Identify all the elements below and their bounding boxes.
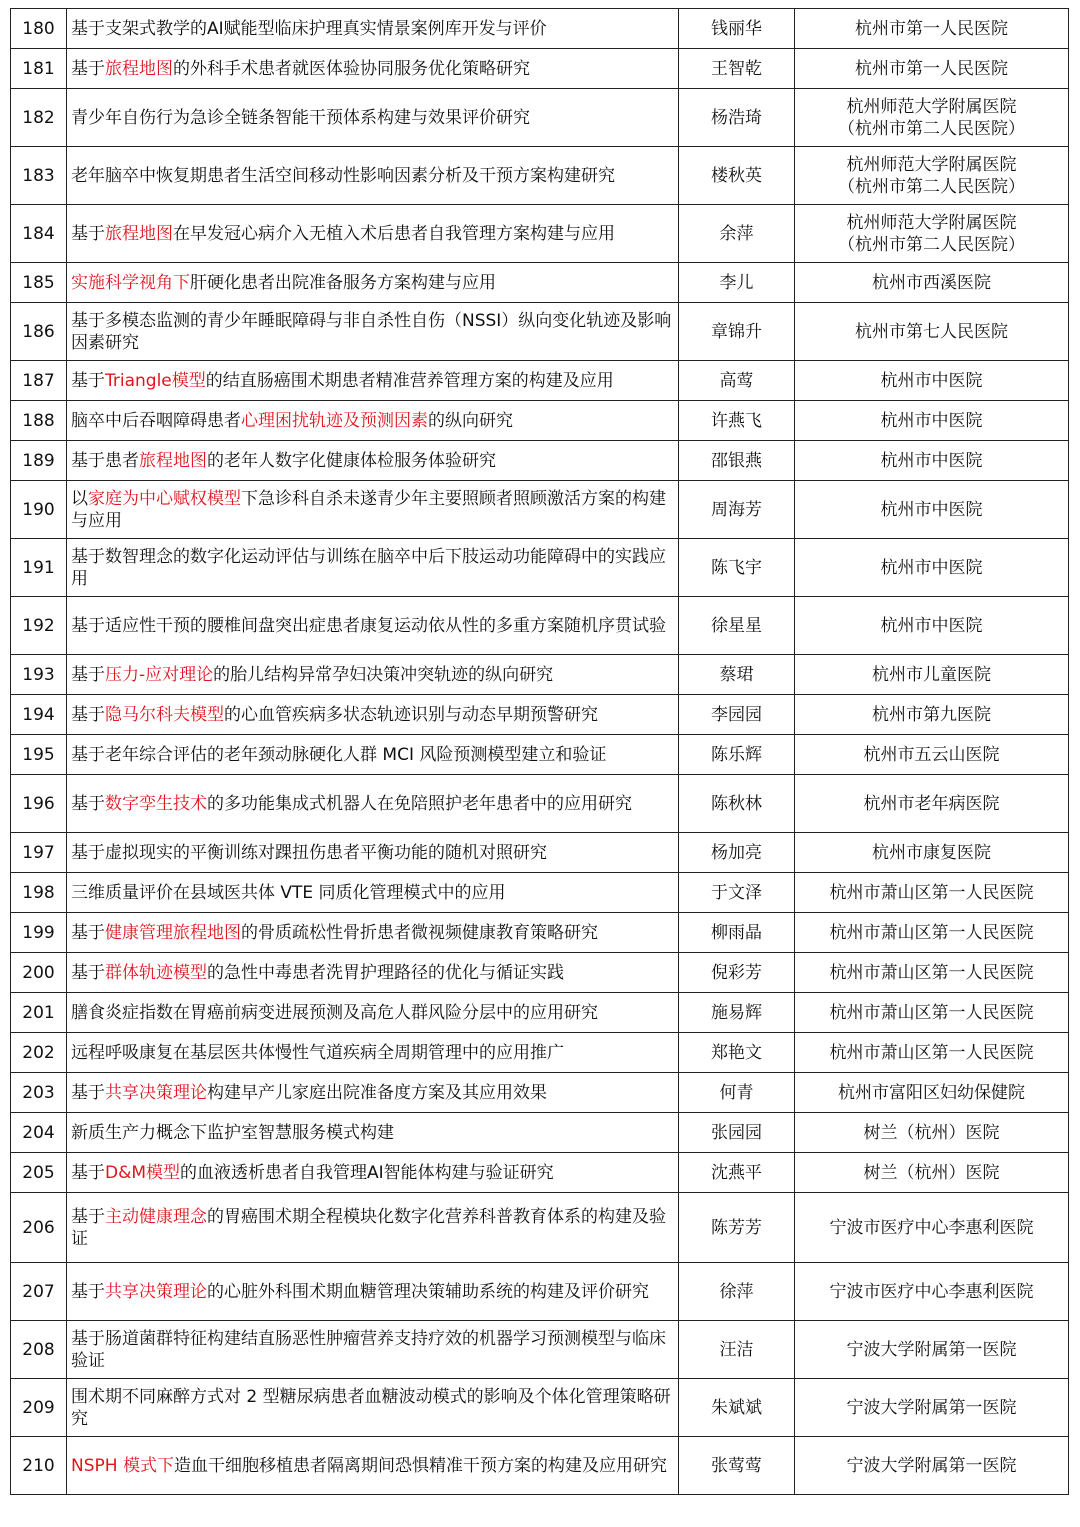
- project-table-body: [11, 9, 1069, 1495]
- table-row: [11, 1113, 1069, 1153]
- title-text: 在早发冠心病介入无植入术后患者自我管理方案构建与应用: [173, 223, 615, 244]
- table-row: [11, 833, 1069, 873]
- institution: [795, 205, 1069, 263]
- title-text: 基于: [71, 1162, 105, 1183]
- institution-line: 杭州市第一人民医院: [855, 58, 1008, 79]
- title-text: 的外科手术患者就医体验协同服务优化策略研究: [173, 58, 530, 79]
- row-number: 208: [11, 1321, 67, 1379]
- table-row: [11, 303, 1069, 361]
- table-row: [11, 1437, 1069, 1495]
- institution-line: （杭州市第二人民医院）: [838, 176, 1025, 197]
- title-highlight: 压力-应对理论: [105, 664, 214, 685]
- institution-line: 杭州市萧山区第一人民医院: [829, 1002, 1034, 1023]
- title-text: 膳食炎症指数在胃癌前病变进展预测及高危人群风险分层中的应用研究: [71, 1002, 598, 1023]
- row-number: 196: [11, 775, 67, 833]
- title-text: 基于虚拟现实的平衡训练对踝扭伤患者平衡功能的随机对照研究: [71, 842, 547, 863]
- row-number: 193: [11, 655, 67, 695]
- institution-line: 宁波市医疗中心李惠利医院: [829, 1281, 1034, 1302]
- title-highlight: 隐马尔科夫模型: [105, 704, 224, 725]
- table-row: [11, 1073, 1069, 1113]
- title-text: 老年脑卒中恢复期患者生活空间移动性影响因素分析及干预方案构建研究: [71, 165, 615, 186]
- project-leader: 徐萍: [679, 1263, 795, 1321]
- title-text: 基于支架式教学的AI赋能型临床护理真实情景案例库开发与评价: [71, 18, 547, 39]
- institution: [795, 1113, 1069, 1153]
- institution-line: 杭州市萧山区第一人民医院: [829, 962, 1034, 983]
- row-number: 194: [11, 695, 67, 735]
- table-row: [11, 1033, 1069, 1073]
- project-title: [67, 1073, 679, 1113]
- institution: [795, 695, 1069, 735]
- institution: [795, 1321, 1069, 1379]
- project-title: [67, 441, 679, 481]
- title-text: 的心脏外科围术期血糖管理决策辅助系统的构建及评价研究: [207, 1281, 649, 1302]
- title-text: 基于: [71, 1281, 105, 1302]
- title-text: 的心血管疾病多状态轨迹识别与动态早期预警研究: [224, 704, 598, 725]
- project-title: [67, 1113, 679, 1153]
- title-text: 基于多模态监测的青少年睡眠障碍与非自杀性自伤（NSSI）纵向变化轨迹及影响因素研究: [71, 310, 672, 353]
- table-row: [11, 913, 1069, 953]
- project-table: [10, 8, 1069, 1495]
- table-row: [11, 1263, 1069, 1321]
- table-row: [11, 655, 1069, 695]
- title-text: 基于: [71, 223, 105, 244]
- project-title: [67, 775, 679, 833]
- title-highlight: 健康管理旅程地图: [105, 922, 241, 943]
- institution: [795, 1033, 1069, 1073]
- project-title: [67, 205, 679, 263]
- table-row: [11, 401, 1069, 441]
- institution: [795, 833, 1069, 873]
- title-highlight: 数字孪生技术: [105, 793, 207, 814]
- table-row: [11, 205, 1069, 263]
- table-row: [11, 9, 1069, 49]
- institution-line: 杭州市中医院: [880, 450, 983, 471]
- title-text: 的骨质疏松性骨折患者微视频健康教育策略研究: [241, 922, 598, 943]
- title-text: 基于: [71, 704, 105, 725]
- institution-line: 杭州市康复医院: [872, 842, 991, 863]
- title-text: 造血干细胞移植患者隔离期间恐惧精准干预方案的构建及应用研究: [173, 1455, 667, 1476]
- institution-line: 杭州市中医院: [880, 557, 983, 578]
- title-text: 下急诊科自杀未遂青少年主要照顾者照顾激活方案的构建与应用: [71, 488, 666, 531]
- institution: [795, 401, 1069, 441]
- row-number: 195: [11, 735, 67, 775]
- institution-line: 杭州市中医院: [880, 615, 983, 636]
- table-row: [11, 441, 1069, 481]
- row-number: 189: [11, 441, 67, 481]
- institution: [795, 303, 1069, 361]
- title-text: 远程呼吸康复在基层医共体慢性气道疾病全周期管理中的应用推广: [71, 1042, 564, 1063]
- institution: [795, 89, 1069, 147]
- title-text: 基于肠道菌群特征构建结直肠恶性肿瘤营养支持疗效的机器学习预测模型与临床验证: [71, 1328, 666, 1371]
- table-row: [11, 953, 1069, 993]
- title-text: 的胎儿结构异常孕妇决策冲突轨迹的纵向研究: [213, 664, 554, 685]
- project-leader: 钱丽华: [679, 9, 795, 49]
- row-number: 210: [11, 1437, 67, 1495]
- institution: [795, 873, 1069, 913]
- table-row: [11, 481, 1069, 539]
- project-leader: 柳雨晶: [679, 913, 795, 953]
- institution: [795, 1437, 1069, 1495]
- institution: [795, 1073, 1069, 1113]
- row-number: 199: [11, 913, 67, 953]
- row-number: 187: [11, 361, 67, 401]
- title-text: 基于患者: [71, 450, 139, 471]
- project-leader: 王智乾: [679, 49, 795, 89]
- project-title: [67, 303, 679, 361]
- institution: [795, 361, 1069, 401]
- row-number: 204: [11, 1113, 67, 1153]
- project-title: [67, 49, 679, 89]
- institution: [795, 735, 1069, 775]
- project-title: [67, 913, 679, 953]
- title-text: 三维质量评价在县域医共体 VTE 同质化管理模式中的应用: [71, 882, 506, 903]
- institution-line: 杭州师范大学附属医院: [846, 96, 1017, 117]
- row-number: 200: [11, 953, 67, 993]
- project-leader: 周海芳: [679, 481, 795, 539]
- institution-line: 宁波市医疗中心李惠利医院: [829, 1217, 1034, 1238]
- title-text: 围术期不同麻醉方式对 2 型糖尿病患者血糖波动模式的影响及个体化管理策略研究: [71, 1386, 671, 1429]
- row-number: 185: [11, 263, 67, 303]
- project-title: [67, 361, 679, 401]
- title-text: 的急性中毒患者洗胃护理路径的优化与循证实践: [207, 962, 564, 983]
- row-number: 209: [11, 1379, 67, 1437]
- institution-line: 宁波大学附属第一医院: [846, 1455, 1017, 1476]
- project-leader: 徐星星: [679, 597, 795, 655]
- title-text: 基于: [71, 664, 105, 685]
- row-number: 201: [11, 993, 67, 1033]
- institution: [795, 1193, 1069, 1263]
- institution: [795, 1379, 1069, 1437]
- institution: [795, 1263, 1069, 1321]
- institution: [795, 913, 1069, 953]
- project-title: [67, 1033, 679, 1073]
- title-highlight: NSPH 模式下: [71, 1455, 174, 1476]
- title-text: 基于: [71, 1082, 105, 1103]
- table-row: [11, 49, 1069, 89]
- project-leader: 倪彩芳: [679, 953, 795, 993]
- institution: [795, 147, 1069, 205]
- project-leader: 汪洁: [679, 1321, 795, 1379]
- title-text: 基于老年综合评估的老年颈动脉硬化人群 MCI 风险预测模型建立和验证: [71, 744, 607, 765]
- project-title: [67, 873, 679, 913]
- table-row: [11, 993, 1069, 1033]
- title-highlight: 旅程地图: [105, 58, 173, 79]
- title-highlight: Triangle模型: [105, 370, 206, 391]
- row-number: 182: [11, 89, 67, 147]
- title-highlight: 心理困扰轨迹及预测因素: [241, 410, 428, 431]
- project-leader: 陈芳芳: [679, 1193, 795, 1263]
- title-text: 脑卒中后吞咽障碍患者: [71, 410, 241, 431]
- institution-line: 杭州市中医院: [880, 410, 983, 431]
- title-text: 基于: [71, 922, 105, 943]
- title-highlight: 共享决策理论: [105, 1082, 207, 1103]
- institution-line: 杭州市第一人民医院: [855, 18, 1008, 39]
- project-leader: 杨浩琦: [679, 89, 795, 147]
- row-number: 188: [11, 401, 67, 441]
- institution-line: 杭州市中医院: [880, 370, 983, 391]
- row-number: 180: [11, 9, 67, 49]
- project-title: [67, 89, 679, 147]
- project-title: [67, 1321, 679, 1379]
- title-text: 基于: [71, 962, 105, 983]
- institution-line: 杭州市萧山区第一人民医院: [829, 882, 1034, 903]
- project-leader: 楼秋英: [679, 147, 795, 205]
- title-text: 的老年人数字化健康体检服务体验研究: [207, 450, 496, 471]
- project-leader: 李儿: [679, 263, 795, 303]
- project-leader: 高莺: [679, 361, 795, 401]
- row-number: 186: [11, 303, 67, 361]
- project-title: [67, 1379, 679, 1437]
- project-leader: 朱斌斌: [679, 1379, 795, 1437]
- title-text: 肝硬化患者出院准备服务方案构建与应用: [190, 272, 496, 293]
- project-leader: 张园园: [679, 1113, 795, 1153]
- institution-line: （杭州市第二人民医院）: [838, 234, 1025, 255]
- institution-line: 杭州市萧山区第一人民医院: [829, 1042, 1034, 1063]
- institution: [795, 9, 1069, 49]
- institution-line: 杭州市富阳区妇幼保健院: [838, 1082, 1025, 1103]
- institution: [795, 993, 1069, 1033]
- row-number: 206: [11, 1193, 67, 1263]
- title-text: 基于: [71, 793, 105, 814]
- project-leader: 沈燕平: [679, 1153, 795, 1193]
- project-title: [67, 833, 679, 873]
- institution-line: 宁波大学附属第一医院: [846, 1397, 1017, 1418]
- institution: [795, 481, 1069, 539]
- project-leader: 余萍: [679, 205, 795, 263]
- institution: [795, 775, 1069, 833]
- project-leader: 陈乐辉: [679, 735, 795, 775]
- title-text: 基于: [71, 58, 105, 79]
- project-leader: 张莺莺: [679, 1437, 795, 1495]
- institution-line: 杭州市老年病医院: [863, 793, 1000, 814]
- title-text: 基于: [71, 1206, 105, 1227]
- row-number: 202: [11, 1033, 67, 1073]
- title-text: 新质生产力概念下监护室智慧服务模式构建: [71, 1122, 394, 1143]
- institution-line: 树兰（杭州）医院: [863, 1122, 1000, 1143]
- institution-line: 宁波大学附属第一医院: [846, 1339, 1017, 1360]
- project-title: [67, 597, 679, 655]
- title-text: 的胃癌围术期全程模块化数字化营养科普教育体系的构建及验证: [71, 1206, 666, 1249]
- project-title: [67, 1153, 679, 1193]
- project-leader: 李园园: [679, 695, 795, 735]
- institution-line: 杭州市西溪医院: [872, 272, 991, 293]
- project-title: [67, 263, 679, 303]
- title-text: 的纵向研究: [428, 410, 513, 431]
- project-title: [67, 539, 679, 597]
- project-title: [67, 1263, 679, 1321]
- institution-line: 杭州市第九医院: [872, 704, 991, 725]
- title-highlight: 家庭为中心赋权模型: [88, 488, 241, 509]
- table-row: [11, 735, 1069, 775]
- table-row: [11, 775, 1069, 833]
- row-number: 183: [11, 147, 67, 205]
- table-row: [11, 89, 1069, 147]
- row-number: 203: [11, 1073, 67, 1113]
- title-text: 构建早产儿家庭出院准备度方案及其应用效果: [207, 1082, 547, 1103]
- project-title: [67, 735, 679, 775]
- institution-line: 杭州市儿童医院: [872, 664, 991, 685]
- table-row: [11, 1193, 1069, 1263]
- row-number: 192: [11, 597, 67, 655]
- project-leader: 施易辉: [679, 993, 795, 1033]
- institution: [795, 597, 1069, 655]
- table-row: [11, 539, 1069, 597]
- title-text: 以: [71, 488, 88, 509]
- title-text: 的结直肠癌围术期患者精准营养管理方案的构建及应用: [205, 370, 614, 391]
- institution-line: 杭州市第七人民医院: [855, 321, 1008, 342]
- institution: [795, 49, 1069, 89]
- table-row: [11, 597, 1069, 655]
- project-title: [67, 695, 679, 735]
- title-highlight: 旅程地图: [105, 223, 173, 244]
- institution-line: 杭州市五云山医院: [863, 744, 1000, 765]
- project-title: [67, 1437, 679, 1495]
- project-leader: 杨加亮: [679, 833, 795, 873]
- institution-line: （杭州市第二人民医院）: [838, 118, 1025, 139]
- project-leader: 邵银燕: [679, 441, 795, 481]
- title-text: 青少年自伤行为急诊全链条智能干预体系构建与效果评价研究: [71, 107, 530, 128]
- title-text: 的血液透析患者自我管理AI智能体构建与验证研究: [180, 1162, 554, 1183]
- table-row: [11, 147, 1069, 205]
- institution-line: 杭州师范大学附属医院: [846, 212, 1017, 233]
- title-highlight: 群体轨迹模型: [105, 962, 207, 983]
- project-leader: 许燕飞: [679, 401, 795, 441]
- row-number: 181: [11, 49, 67, 89]
- row-number: 191: [11, 539, 67, 597]
- institution-line: 树兰（杭州）医院: [863, 1162, 1000, 1183]
- project-title: [67, 481, 679, 539]
- row-number: 184: [11, 205, 67, 263]
- title-highlight: 实施科学视角下: [71, 272, 190, 293]
- project-leader: 蔡珺: [679, 655, 795, 695]
- table-row: [11, 1379, 1069, 1437]
- title-highlight: 旅程地图: [139, 450, 207, 471]
- row-number: 207: [11, 1263, 67, 1321]
- title-text: 基于适应性干预的腰椎间盘突出症患者康复运动依从性的多重方案随机序贯试验: [71, 615, 666, 636]
- project-title: [67, 953, 679, 993]
- institution: [795, 263, 1069, 303]
- project-title: [67, 9, 679, 49]
- table-row: [11, 361, 1069, 401]
- row-number: 205: [11, 1153, 67, 1193]
- project-leader: 于文泽: [679, 873, 795, 913]
- institution: [795, 655, 1069, 695]
- title-highlight: 主动健康理念: [105, 1206, 207, 1227]
- title-highlight: 共享决策理论: [105, 1281, 207, 1302]
- institution-line: 杭州市萧山区第一人民医院: [829, 922, 1034, 943]
- project-title: [67, 993, 679, 1033]
- project-title: [67, 147, 679, 205]
- table-row: [11, 263, 1069, 303]
- table-row: [11, 1321, 1069, 1379]
- table-row: [11, 1153, 1069, 1193]
- row-number: 198: [11, 873, 67, 913]
- title-text: 基于数智理念的数字化运动评估与训练在脑卒中后下肢运动功能障碍中的实践应用: [71, 546, 666, 589]
- row-number: 197: [11, 833, 67, 873]
- institution: [795, 441, 1069, 481]
- project-leader: 郑艳文: [679, 1033, 795, 1073]
- project-title: [67, 401, 679, 441]
- table-row: [11, 695, 1069, 735]
- institution-line: 杭州师范大学附属医院: [846, 154, 1017, 175]
- project-leader: 章锦升: [679, 303, 795, 361]
- project-title: [67, 655, 679, 695]
- title-text: 的多功能集成式机器人在免陪照护老年患者中的应用研究: [207, 793, 632, 814]
- title-highlight: D&M模型: [105, 1162, 181, 1183]
- row-number: 190: [11, 481, 67, 539]
- project-leader: 何青: [679, 1073, 795, 1113]
- project-leader: 陈飞宇: [679, 539, 795, 597]
- institution-line: 杭州市中医院: [880, 499, 983, 520]
- project-leader: 陈秋林: [679, 775, 795, 833]
- institution: [795, 953, 1069, 993]
- project-title: [67, 1193, 679, 1263]
- institution: [795, 539, 1069, 597]
- table-row: [11, 873, 1069, 913]
- institution: [795, 1153, 1069, 1193]
- title-text: 基于: [71, 370, 105, 391]
